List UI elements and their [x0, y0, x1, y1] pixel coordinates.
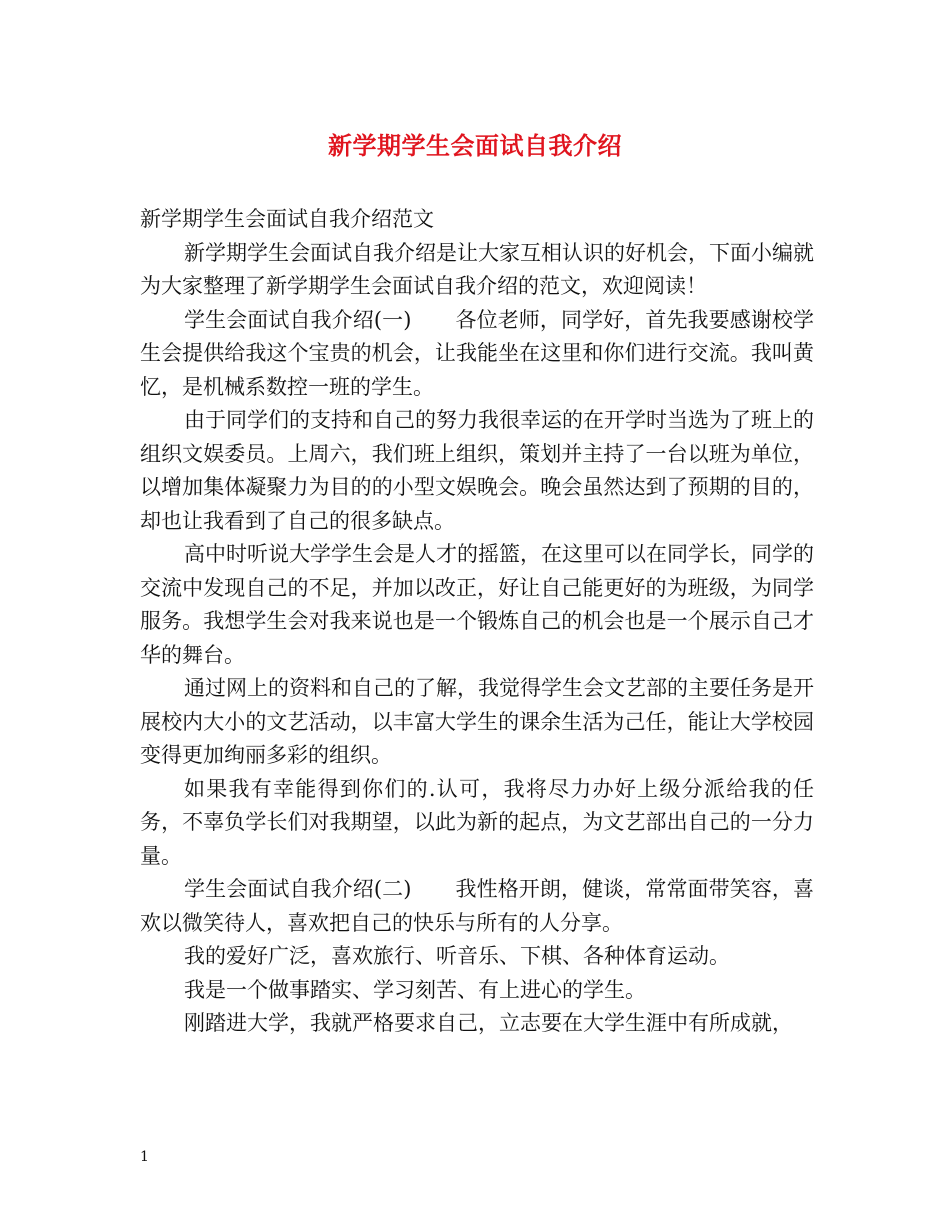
section-two-paragraph — [140, 873, 814, 940]
intro-paragraph: 新学期学生会面试自我介绍是让大家互相认识的好机会，下面小编就为大家整理了新学期学生会面试自我介绍的范文，欢迎阅读！ — [140, 240, 814, 298]
section-two-text: 我性格开朗，健谈，常常面带笑容，喜欢以微笑待人，喜欢把自己的快乐与所有的人分享。 — [140, 877, 815, 935]
document-title: 新学期学生会面试自我介绍 — [328, 131, 622, 160]
section-one-paragraph — [140, 304, 814, 405]
subtitle-paragraph: 新学期学生会面试自我介绍范文 — [140, 207, 434, 231]
page-number: 1 — [140, 1149, 149, 1165]
body-paragraph: 由于同学们的支持和自己的努力我很幸运的在开学时当选为了班上的组织文娱委员。上周六，我们班上组织，策划并主持了一台以班为单位，以增加集体凝聚力为目的的小型文娱晚会。晚会虽然达到了预期的目的，却也让我看到了自己的很多缺点。 — [140, 408, 814, 533]
document-body — [140, 203, 814, 1041]
body-paragraph: 高中时听说大学学生会是人才的摇篮，在这里可以在同学长，同学的交流中发现自己的不足，并加以改正，好让自己能更好的为班级，为同学服务。我想学生会对我来说也是一个锻炼自己的机会也是一个展示自己才华的舞台。 — [140, 542, 814, 667]
section-two-heading: 学生会面试自我介绍(二) — [184, 877, 412, 901]
body-paragraph: 我的爱好广泛，喜欢旅行、听音乐、下棋、各种体育运动。 — [184, 944, 730, 968]
body-paragraph: 如果我有幸能得到你们的.认可，我将尽力办好上级分派给我的任务，不辜负学长们对我期望，以此为新的起点，为文艺部出自己的一分力量。 — [140, 776, 814, 868]
section-one-heading: 学生会面试自我介绍(一) — [184, 307, 412, 332]
body-paragraph: 通过网上的资料和自己的了解，我觉得学生会文艺部的主要任务是开展校内大小的文艺活动，以丰富大学生的课余生活为己任，能让大学校园变得更加绚丽多彩的组织。 — [140, 676, 814, 767]
body-paragraph: 我是一个做事踏实、学习刻苦、有上进心的学生。 — [184, 977, 646, 1002]
section-one-text: 各位老师，同学好，首先我要感谢校学生会提供给我这个宝贵的机会，让我能坐在这里和你们进行交流。我叫黄忆，是机械系数控一班的学生。 — [140, 307, 815, 399]
body-paragraph: 刚踏进大学，我就严格要求自己，立志要在大学生涯中有所成就， — [184, 1011, 793, 1035]
